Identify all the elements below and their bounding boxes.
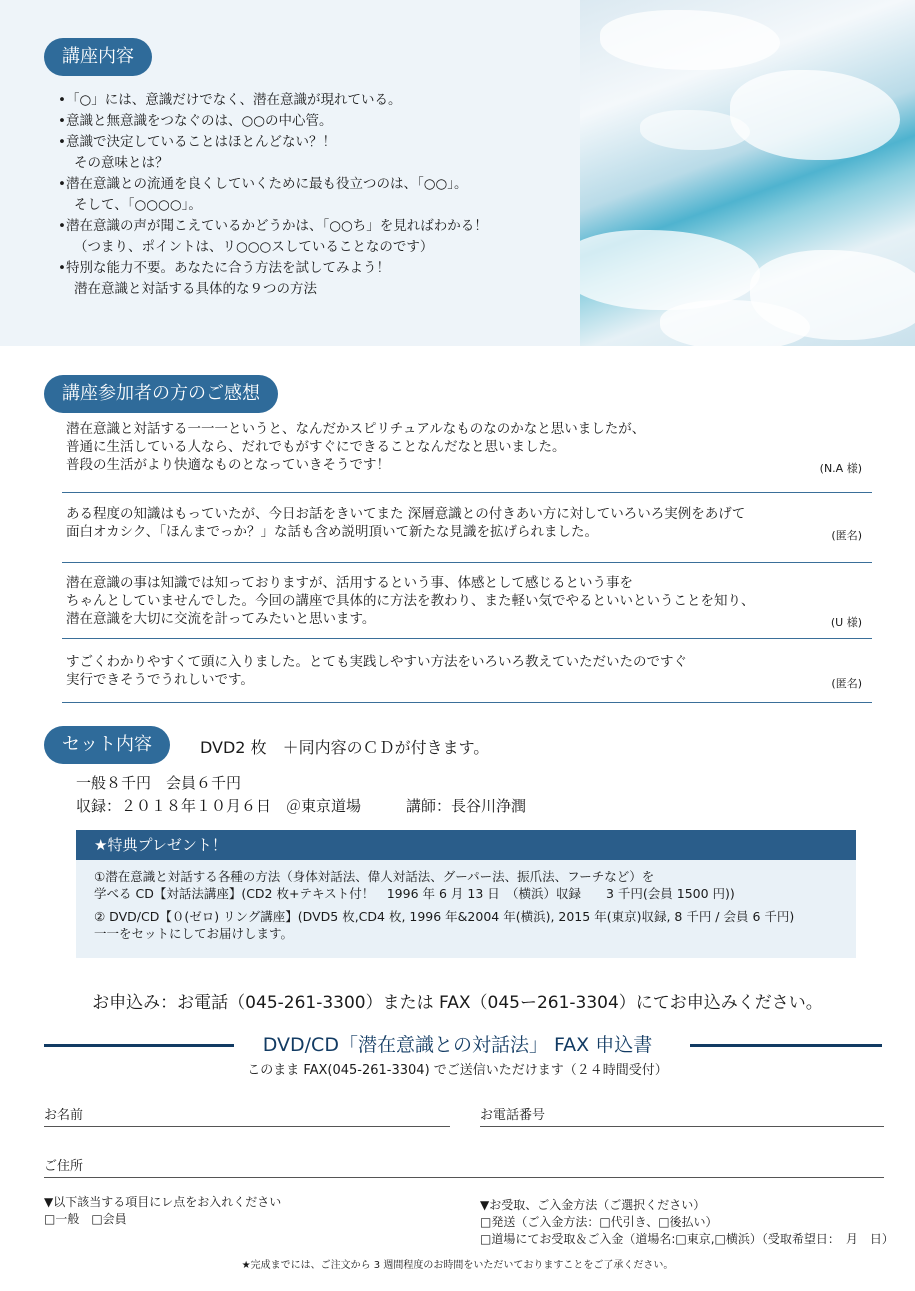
set-description: DVD2 枚 ＋同内容のＣＤが付きます。 (200, 738, 490, 757)
receive-dojo[interactable]: □道場にてお受取＆ご入金（道場名:□東京,□横浜）（受取希望日： 月 日） (480, 1232, 894, 1246)
check-options[interactable]: □一般 □会員 (44, 1212, 127, 1226)
receive-options[interactable] (480, 1197, 894, 1248)
content-heading: 講座内容 (44, 38, 152, 76)
review-item (66, 505, 872, 541)
review-author: (U 様) (830, 616, 862, 629)
content-list (58, 90, 488, 300)
apply-instructions: お申込み：お電話（045-261-3300）または FAX（045ー261-3304）にてお申込みください。 (92, 993, 823, 1013)
review-line: 普段の生活がより快適なものとなっていきそうです！ (66, 457, 390, 473)
review-divider (62, 492, 872, 493)
set-heading: セット内容 (44, 726, 170, 764)
review-line: すごくわかりやすくて頭に入りました。とても実践しやすい方法をいろいろ教えていただいたのですぐ (66, 654, 687, 670)
review-item (66, 420, 872, 474)
review-divider (62, 562, 872, 563)
address-label: ご住所 (44, 1159, 84, 1174)
reviews-heading: 講座参加者の方のご感想 (44, 375, 278, 413)
form-title: DVD/CD「潜在意識との対話法」 FAX 申込書 (262, 1034, 653, 1056)
name-field[interactable] (44, 1104, 450, 1127)
review-line: 実行できそうでうれしいです。 (66, 672, 254, 688)
ice-photo (580, 0, 915, 346)
review-item (66, 653, 872, 689)
content-item: •潜在意識の声が聞こえているかどうかは、「○○ち」を見ればわかる！ (58, 218, 488, 234)
content-item: そして、「○○○○」。 (74, 197, 202, 213)
review-author: (N.A 様) (819, 462, 862, 475)
review-line: ちゃんとしていませんでした。今回の講座で具体的に方法を教わり、また軽い気でやるといいということを知り、 (66, 593, 755, 609)
name-label: お名前 (44, 1108, 84, 1123)
receive-shipping[interactable]: □発送（ご入金方法：□代引き、□後払い） (480, 1215, 718, 1229)
review-line: ある程度の知識はもっていたが、今日お話をきいてまた 深層意識との付きあい方に対していろいろ実例をあげて (66, 506, 746, 522)
content-item: 潜在意識と対話する具体的な９つの方法 (74, 281, 317, 297)
set-price: 一般８千円 会員６千円 (76, 774, 242, 792)
phone-label: お電話番号 (480, 1108, 546, 1123)
review-divider (62, 638, 872, 639)
review-line: 普通に生活している人なら、だれでもがすぐにできることなんだなと思いました。 (66, 439, 566, 455)
review-divider (62, 702, 872, 703)
check-heading: ▼以下該当する項目にレ点をお入れください (44, 1195, 282, 1209)
bonus-body (76, 860, 856, 958)
bonus-item-2: ② DVD/CD【０(ゼロ) リング講座】(DVD5 枚,CD4 枚, 1996 年&2004 年(横浜), 2015 年(東京)収録, 8 千円 / 会員 6 千円) 一一をセットにしてお届けします。 (94, 909, 795, 941)
review-line: 潜在意識を大切に交流を計ってみたいと思います。 (66, 611, 376, 627)
bonus-item-1: ①潜在意識と対話する各種の方法（身体対話法、偉人対話法、グーパー法、振爪法、フーチなど）を 学べる CD【対話法講座】(CD2 枚+テキスト付！ 1996 年 6 月 13 日 （横浜）収録 3 千円(会員 1500 円)) (94, 869, 735, 901)
content-item: その意味とは？ (74, 155, 169, 171)
address-field[interactable] (44, 1155, 884, 1178)
content-item: •意識と無意識をつなぐのは、○○の中心管。 (58, 113, 333, 129)
membership-check[interactable] (44, 1194, 281, 1228)
set-recorded: 収録：２０１８年１０月６日 ＠東京道場 講師：長谷川浄潤 (76, 797, 527, 815)
content-item: （つまり、ポイントは、リ○○○スしていることなのです） (74, 239, 434, 255)
review-line: 潜在意識の事は知識では知っておりますが、活用するという事、体感として感じるという事を (66, 575, 633, 591)
content-item: •「○」には、意識だけでなく、潜在意識が現れている。 (58, 92, 402, 108)
review-line: 潜在意識と対話する一一一というと、なんだかスピリチュアルなものなのかなと思いましたが、 (66, 421, 646, 437)
bonus-title: ★特典プレゼント！ (76, 830, 856, 860)
content-item: •意識で決定していることはほとんどない？！ (58, 134, 336, 150)
review-author: (匿名) (831, 529, 862, 542)
review-line: 面白オカシク、「ほんまでっか？」な話も含め説明頂いて新たな見識を拡げられました。 (66, 524, 599, 540)
phone-field[interactable] (480, 1104, 884, 1127)
receive-heading: ▼お受取、ご入金方法（ご選択ください） (480, 1198, 706, 1212)
content-item: •特別な能力不要。あなたに合う方法を試してみよう！ (58, 260, 390, 276)
completion-note: ★完成までには、ご注文から 3 週間程度のお時間をいただいておりますことをご了承ください。 (241, 1260, 674, 1271)
review-item (66, 574, 872, 628)
form-subtitle: このまま FAX(045-261-3304) でご送信いただけます（２４時間受付） (247, 1063, 668, 1078)
review-author: (匿名) (831, 677, 862, 690)
content-item: •潜在意識との流通を良くしていくために最も役立つのは、「○○」。 (58, 176, 468, 192)
